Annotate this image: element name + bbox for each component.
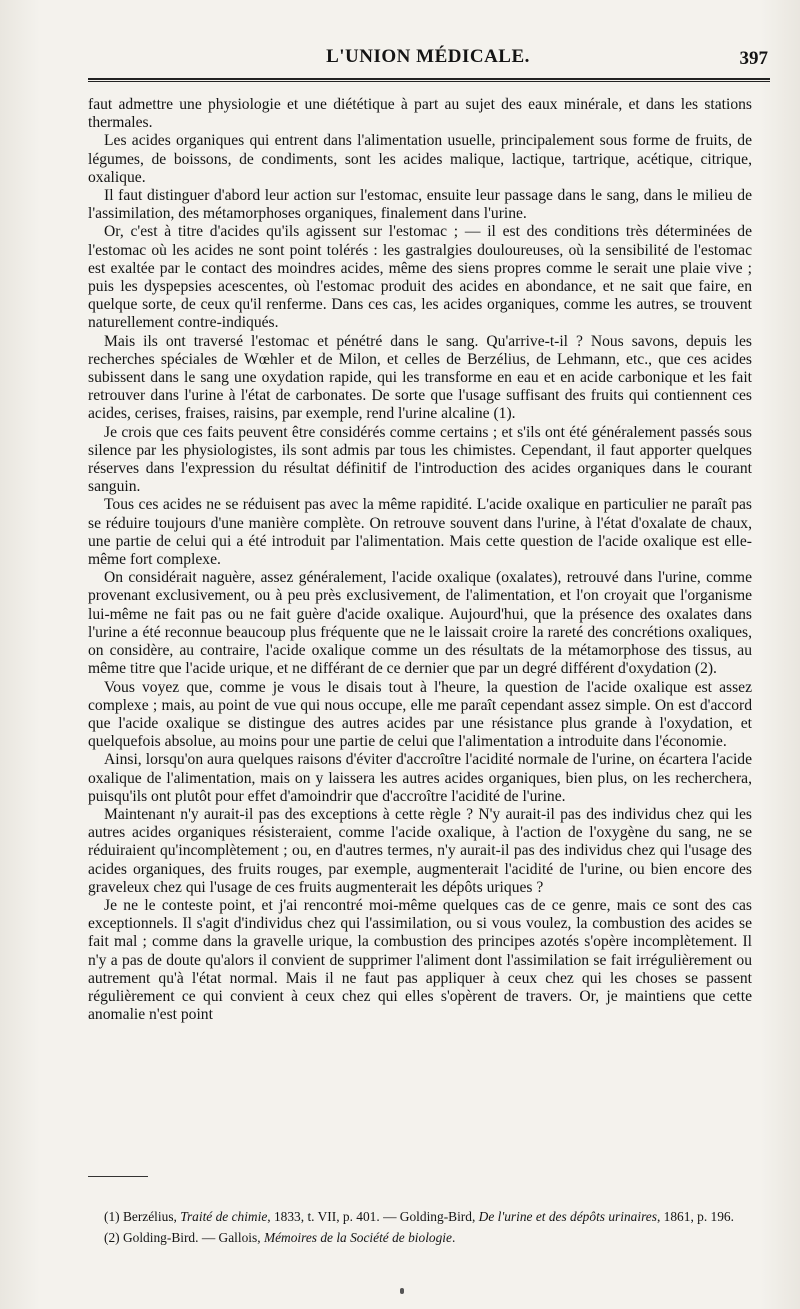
paragraph: Or, c'est à titre d'acides qu'ils agissent sur l'estomac ; — il est des conditions très déterminées de l'estomac où les acides ne sont point tolérés : les gastralgies douloureuses, où la sensibilité de l'estomac est exaltée par le contact des moindres acides, même des siens propres comme le serait une plaie vive ; puis les dyspepsies acescentes, où l'estomac produit des acides en abondance, et ne sait que faire, en quelque sorte, de ceux qu'il renferme. Dans ces cas, les acides organiques, comme les autres, se trouvent naturellement contre-indiqués. bbox=[88, 223, 752, 332]
footnote-1 bbox=[88, 1208, 752, 1225]
paragraph: Vous voyez que, comme je vous le disais tout à l'heure, la question de l'acide oxalique est assez complexe ; mais, au point de vue qui nous occupe, elle me paraît cependant assez simple. On est d'accord que l'acide oxalique se distingue des autres acides par une résistance plus grande à l'oxydation, et quelquefois absolue, au moins pour une partie de celui que l'alimentation a introduite dans l'économie. bbox=[88, 678, 752, 751]
header-rule bbox=[88, 78, 770, 82]
paragraph: Je crois que ces faits peuvent être considérés comme certains ; et s'ils ont été généralement passés sous silence par les physiologistes, ils sont admis par tous les chimistes. Cependant, il faut apporter quelques réserves dans l'expression du résultat définitif de l'introduction des acides organiques dans le courant sanguin. bbox=[88, 423, 752, 496]
footnote-rule bbox=[88, 1176, 148, 1177]
paragraph: faut admettre une physiologie et une diététique à part au sujet des eaux minérale, et dans les stations thermales. bbox=[88, 96, 752, 132]
footnote-text: , 1861, p. 196. bbox=[656, 1209, 734, 1224]
footnote-2 bbox=[88, 1229, 752, 1246]
paragraph: Les acides organiques qui entrent dans l'alimentation usuelle, principalement sous forme de fruits, de légumes, de boissons, de condiments, sont les acides malique, lactique, tartrique, acétique, citrique, oxalique. bbox=[88, 132, 752, 186]
footnote-text: (2) Golding-Bird. — Gallois, bbox=[104, 1230, 264, 1245]
paragraph: Maintenant n'y aurait-il pas des exceptions à cette règle ? N'y aurait-il pas des individus chez qui les autres acides organiques résisteraient, comme l'acide oxalique, à l'action de l'oxygène du sang, ne se réduiraient qu'incomplètement ; ou, en d'autres termes, n'y aurait-il pas des individus chez qui l'usage des acides organiques, des fruits rouges, par exemple, augmenterait l'acidité de l'urine, ou bien encore des graveleux chez qui l'usage de ces fruits augmenterait les dépôts uriques ? bbox=[88, 805, 752, 896]
footnotes bbox=[88, 1208, 752, 1250]
paragraph: Il faut distinguer d'abord leur action sur l'estomac, ensuite leur passage dans le sang, dans le milieu de l'assimilation, des métamorphoses organiques, finalement dans l'urine. bbox=[88, 187, 752, 223]
paragraph: On considérait naguère, assez généralement, l'acide oxalique (oxalates), retrouvé dans l'urine, comme provenant exclusivement, ou à peu près exclusivement, de l'alimentation, et l'on croyait que l'organisme lui-même ne fait pas ou ne fait guère d'acide oxalique. Aujourd'hui, que la présence des oxalates dans l'urine a été reconnue beaucoup plus fréquente que ne le laissait croire la rareté des concrétions oxaliques, on considère, au contraire, l'acide oxalique comme un des résultats de la métamorphose des tissus, au même titre que l'acide urique, et ne différant de ce dernier que par un degré différent d'oxydation (2). bbox=[88, 569, 752, 678]
running-title: L'UNION MÉDICALE. bbox=[326, 46, 530, 67]
footnote-title: Traité de chimie bbox=[180, 1209, 268, 1224]
paragraph: Mais ils ont traversé l'estomac et pénétré dans le sang. Qu'arrive-t-il ? Nous savons, depuis les recherches spéciales de Wœhler et de Milon, et celles de Berzélius, de Lehmann, etc., que ces acides subissent dans le sang une oxydation rapide, qui les transforme en eau et en acide carbonique et les fait retrouver dans l'urine à l'état de carbonates. De sorte que l'usage suffisant des fruits qui contiennent ces acides, cerises, fraises, raisins, par exemple, rend l'urine alcaline (1). bbox=[88, 332, 752, 423]
body-text bbox=[88, 96, 752, 1024]
paragraph: Tous ces acides ne se réduisent pas avec la même rapidité. L'acide oxalique en particulier ne paraît pas se réduire toujours d'une manière complète. On retrouve souvent dans l'urine, à l'état d'oxalate de chaux, une partie de celui qui a été introduit par l'alimentation. Mais cette question de l'acide oxalique est elle-même fort complexe. bbox=[88, 496, 752, 569]
footnote-text: . bbox=[451, 1230, 456, 1245]
footnote-text: , 1833, t. VII, p. 401. — Golding-Bird, bbox=[267, 1209, 479, 1224]
page-number: 397 bbox=[739, 48, 768, 69]
footnote-text: (1) Berzélius, bbox=[104, 1209, 181, 1224]
footnote-title: Mémoires de la Société de biologie bbox=[263, 1230, 452, 1245]
paragraph: Ainsi, lorsqu'on aura quelques raisons d'éviter d'accroître l'acidité normale de l'urine, on écartera l'acide oxalique de l'alimentation, mais on y laissera les autres acides organiques, bien plus, on les recherchera, puisqu'ils ont plutôt pour effet d'amoindrir que d'accroître l'acidité de l'urine. bbox=[88, 751, 752, 805]
footnote-title: De l'urine et des dépôts urinaires bbox=[478, 1209, 657, 1224]
print-mark bbox=[400, 1288, 404, 1294]
page-header bbox=[88, 46, 768, 76]
paragraph: Je ne le conteste point, et j'ai rencontré moi-même quelques cas de ce genre, mais ce sont des cas exceptionnels. Il s'agit d'individus chez qui l'assimilation, ou si vous voulez, la combustion des acides se fait mal ; comme dans la gravelle urique, la combustion des principes azotés s'opère incomplètement. Il n'y a pas de doute qu'alors il convient de supprimer l'aliment dont l'assimilation se fait irrégulièrement ou autrement qu'à l'état normal. Mais il ne faut pas appliquer à ceux chez qui les choses se passent régulièrement ce qui convient à ceux chez qui elles s'opèrent de travers. Or, je maintiens que cette anomalie n'est point bbox=[88, 896, 752, 1024]
